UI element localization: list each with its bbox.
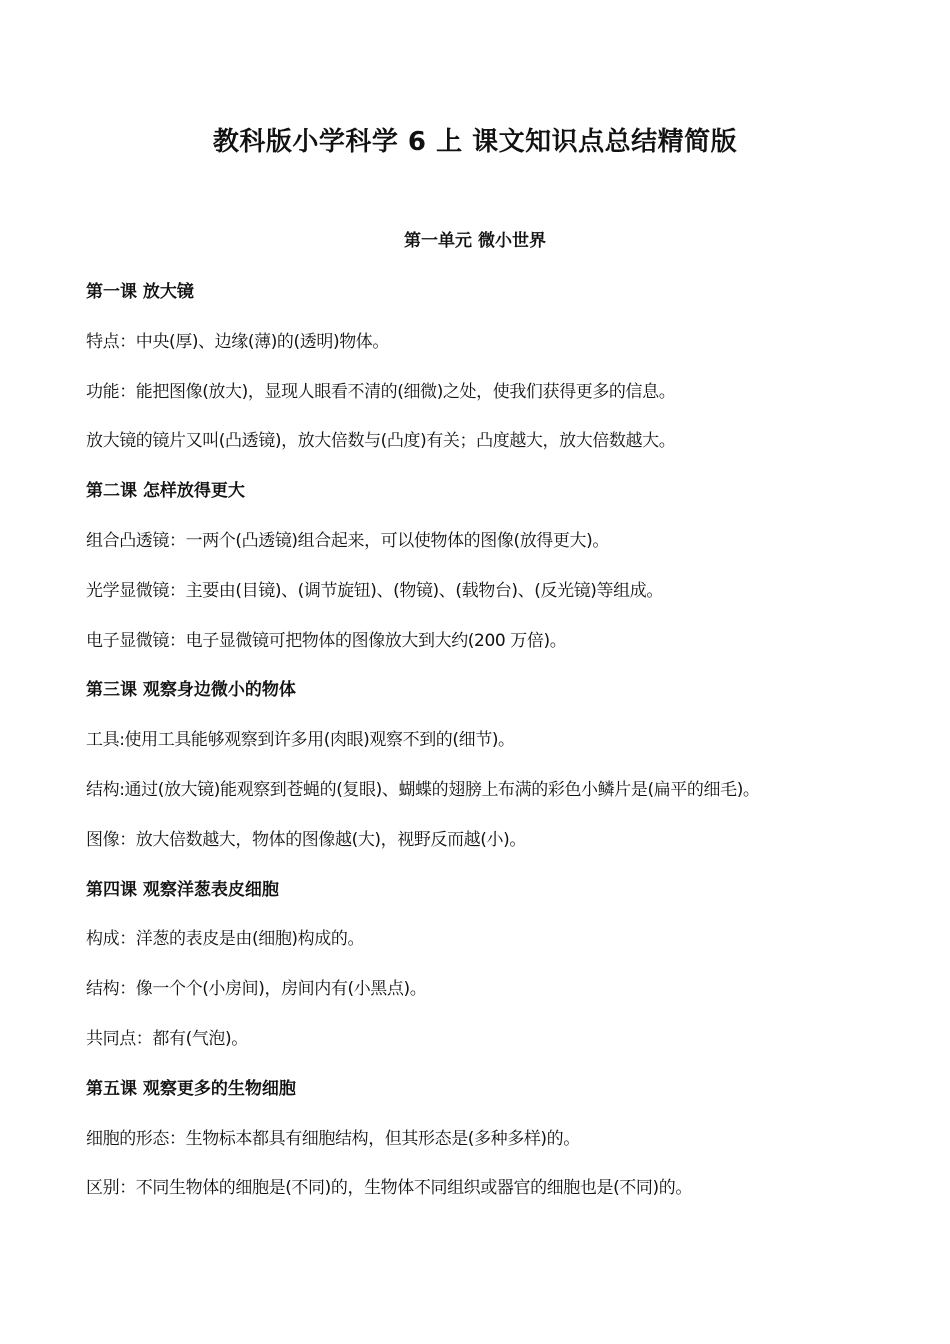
lesson-4-line-2: 结构：像一个个(小房间)，房间内有(小黑点)。 bbox=[86, 979, 427, 1000]
document-title: 教科版小学科学 6 上 课文知识点总结精简版 bbox=[212, 127, 738, 157]
lesson-2-line-1: 组合凸透镜：一两个(凸透镜)组合起来，可以使物体的图像(放得更大)。 bbox=[86, 530, 609, 551]
lesson-3-line-1: 工具:使用工具能够观察到许多用(肉眼)观察不到的(细节)。 bbox=[86, 730, 515, 751]
lesson-2-line-3: 电子显微镜：电子显微镜可把物体的图像放大到大约(200 万倍)。 bbox=[86, 630, 567, 651]
lesson-2-heading: 第二课 怎样放得更大 bbox=[86, 481, 245, 502]
unit-title: 第一单元 微小世界 bbox=[404, 231, 546, 251]
lesson-5-line-2: 区别：不同生物体的细胞是(不同)的，生物体不同组织或器官的细胞也是(不同)的。 bbox=[86, 1178, 692, 1199]
lesson-4-heading: 第四课 观察洋葱表皮细胞 bbox=[86, 879, 279, 900]
lesson-5-heading: 第五课 观察更多的生物细胞 bbox=[86, 1078, 296, 1099]
lesson-4-line-3: 共同点：都有(气泡)。 bbox=[86, 1028, 248, 1049]
document-body bbox=[86, 278, 886, 1224]
lesson-1-line-2: 功能：能把图像(放大)，显现人眼看不清的(细微)之处，使我们获得更多的信息。 bbox=[86, 381, 676, 402]
lesson-2-line-2: 光学显微镜：主要由(目镜)、(调节旋钮)、(物镜)、(载物台)、(反光镜)等组成。 bbox=[86, 580, 663, 601]
lesson-3-line-3: 图像：放大倍数越大，物体的图像越(大)，视野反而越(小)。 bbox=[86, 829, 526, 850]
lesson-1-heading: 第一课 放大镜 bbox=[86, 282, 194, 302]
lesson-1-line-1: 特点：中央(厚)、边缘(薄)的(透明)物体。 bbox=[86, 331, 389, 352]
lesson-3-heading: 第三课 观察身边微小的物体 bbox=[86, 680, 296, 701]
lesson-4-line-1: 构成：洋葱的表皮是由(细胞)构成的。 bbox=[86, 929, 365, 950]
lesson-1-line-3: 放大镜的镜片又叫(凸透镜)，放大倍数与(凸度)有关；凸度越大，放大倍数越大。 bbox=[86, 431, 676, 452]
lesson-3-line-2: 结构:通过(放大镜)能观察到苍蝇的(复眼)、蝴蝶的翅膀上布满的彩色小鳞片是(扁平的细毛)。 bbox=[86, 779, 760, 800]
lesson-5-line-1: 细胞的形态：生物标本都具有细胞结构，但其形态是(多种多样)的。 bbox=[86, 1128, 580, 1149]
